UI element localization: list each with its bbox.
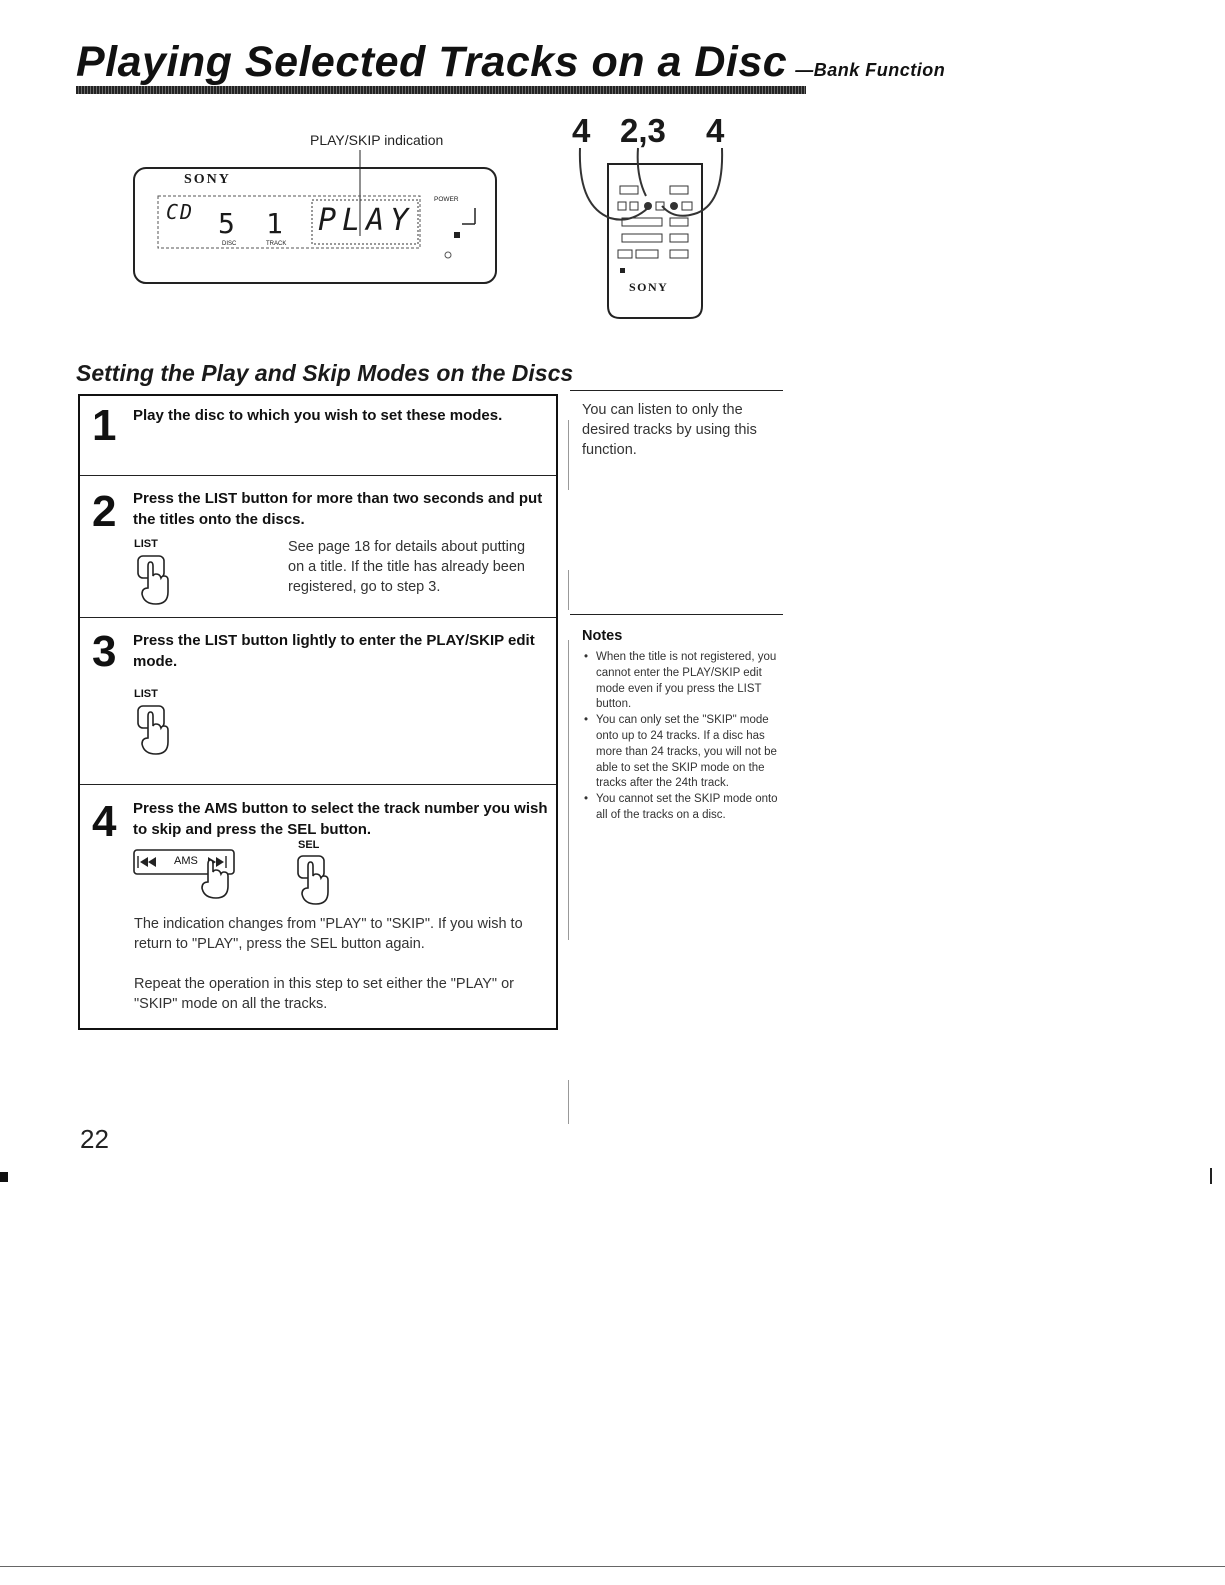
scan-mark [1210, 1168, 1212, 1184]
note-text: You can only set the "SKIP" mode onto up to 24 tracks. If a disc has more than 24 tracks, you will not be able to set the SKIP mode on the tracks after the 24th track. [596, 714, 777, 790]
step-3-list-label: LIST [134, 688, 158, 700]
step-1-number: 1 [92, 401, 117, 450]
remote-callout-center: 2,3 [620, 112, 666, 149]
display-segment-cd: CD [166, 200, 195, 224]
step-4-text: Press the AMS button to select the track number you wish to skip and press the SEL button. [133, 800, 548, 838]
step-separator-1 [80, 475, 556, 476]
display-brand: SONY [184, 172, 231, 187]
step-4-detail-2: Repeat the operation in this step to set either the "PLAY" or "SKIP" mode on all the tracks. [134, 976, 515, 1012]
step-2-detail: See page 18 for details about putting on a title. If the title has already been registered, go to step 3. [288, 539, 526, 595]
list-item [584, 792, 784, 824]
display-disc-label: DISC [222, 241, 237, 247]
step-1-text: Play the disc to which you wish to set these modes. [133, 407, 503, 424]
note-text: You cannot set the SKIP mode onto all of the tracks on a disc. [596, 793, 778, 821]
bullet: • [584, 793, 589, 806]
remote-brand: SONY [629, 280, 669, 294]
hand-press-icon [132, 702, 176, 758]
sidebar-vline [568, 1080, 569, 1124]
play-skip-callout: PLAY/SKIP indication [310, 132, 444, 148]
list-item [584, 713, 784, 792]
page-title-main: Playing Selected Tracks on a Disc [76, 38, 788, 86]
step-3-number: 3 [92, 627, 117, 676]
sidebar-vline [568, 640, 569, 940]
page-title [76, 38, 945, 87]
step-2-number: 2 [92, 487, 117, 536]
page-number: 22 [80, 1124, 109, 1154]
hand-press-icon [132, 552, 176, 608]
scan-edge [0, 1566, 1225, 1567]
bullet: • [584, 651, 589, 663]
section-heading: Setting the Play and Skip Modes on the Discs [76, 360, 574, 386]
display-segment-disc: 5 [218, 207, 235, 240]
step-3-text: Press the LIST button lightly to enter the PLAY/SKIP edit mode. [133, 632, 535, 670]
remote-callout-right: 4 [706, 112, 725, 149]
notes-title: Notes [582, 628, 623, 644]
list-item [584, 650, 784, 713]
step-2-list-label: LIST [134, 538, 158, 550]
step-separator-3 [80, 784, 556, 785]
scan-mark [0, 1172, 8, 1182]
display-track-label: TRACK [266, 241, 287, 247]
step-2-text: Press the LIST button for more than two seconds and put the titles onto the discs. [133, 490, 543, 528]
power-indicator-icon [454, 232, 460, 238]
note-text: When the title is not registered, you cannot enter the PLAY/SKIP edit mode even if you press the LIST button. [596, 651, 777, 711]
hand-press-icon [292, 852, 336, 908]
sidebar-rule-top [570, 390, 783, 391]
display-segment-track: 1 [266, 207, 283, 240]
rewind-icon [140, 857, 156, 867]
bullet: • [584, 714, 589, 727]
title-rule [76, 86, 806, 94]
remote-callout-left: 4 [572, 112, 591, 149]
sidebar-intro: You can listen to only the desired tracks by using this function. [582, 402, 757, 458]
display-segment-play: PLAY [318, 203, 415, 238]
notes-list [584, 650, 784, 824]
sidebar-rule-notes [570, 614, 783, 615]
sidebar-vline [568, 420, 569, 490]
step-4-detail-1: The indication changes from "PLAY" to "SKIP". If you wish to return to "PLAY", press the SEL button again. [134, 916, 523, 952]
step-separator-2 [80, 617, 556, 618]
sidebar-vline [568, 570, 569, 610]
display-power-label: POWER [434, 196, 459, 203]
remote-control-illustration [570, 146, 730, 326]
step-4-number: 4 [92, 797, 117, 846]
ams-label: AMS [174, 855, 198, 867]
page-title-suffix: —Bank Function [795, 60, 946, 80]
sel-label: SEL [298, 839, 320, 851]
